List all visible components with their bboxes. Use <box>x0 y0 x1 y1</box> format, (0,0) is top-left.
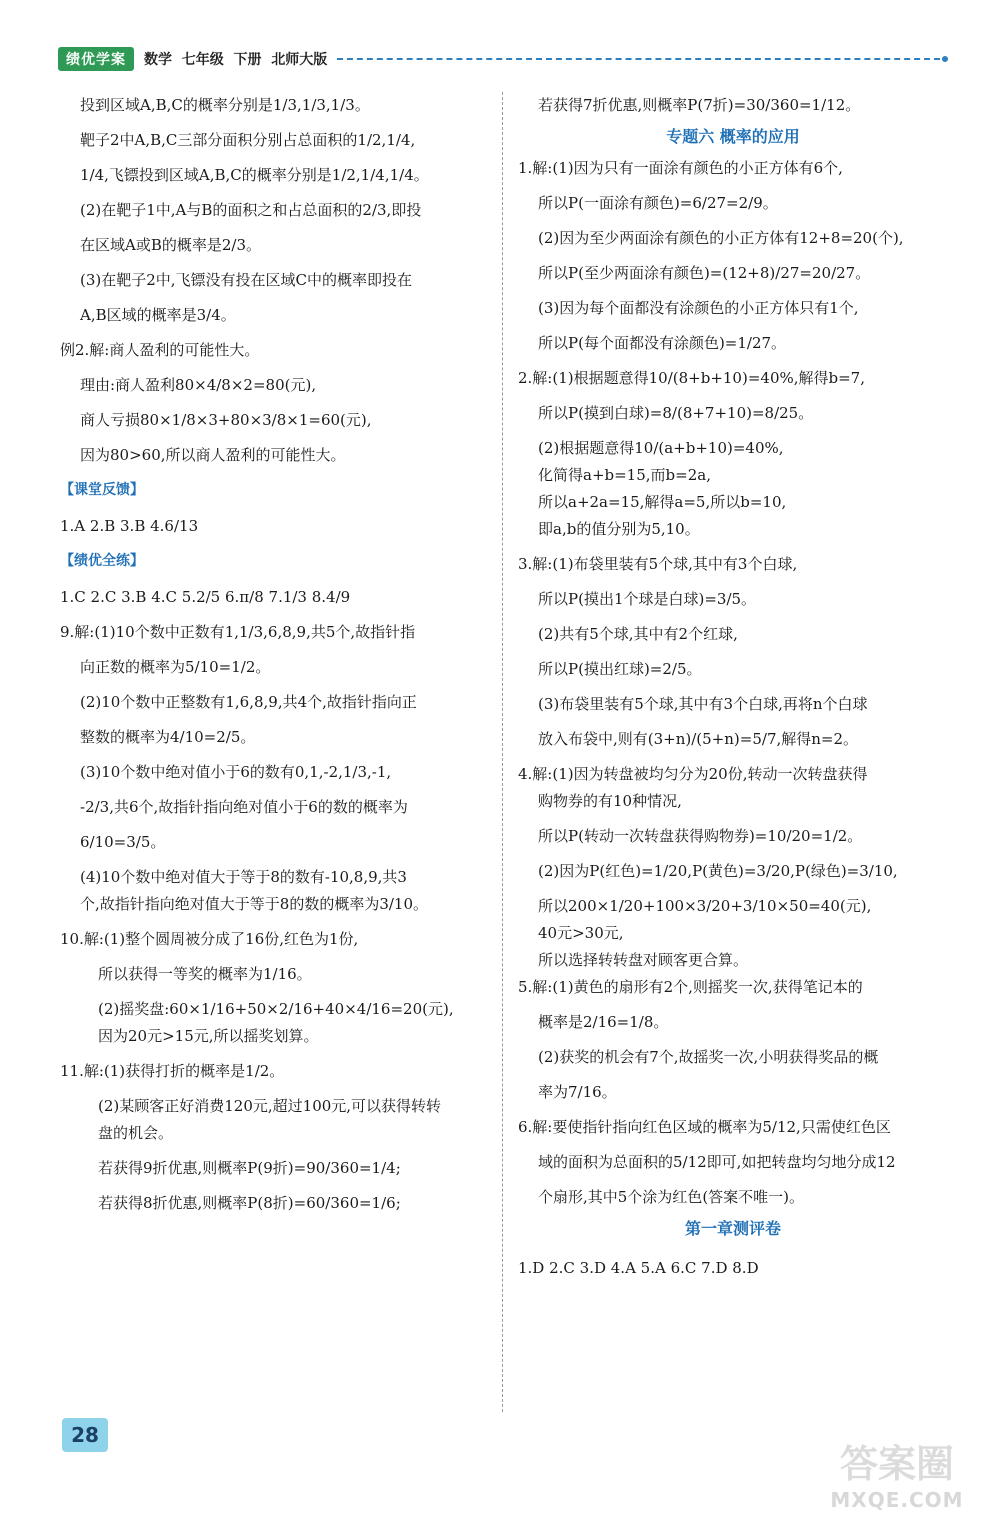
text-line: 在区域A或B的概率是2/3。 <box>80 236 261 254</box>
text-line: (2)某顾客正好消费120元,超过100元,可以获得转转 <box>98 1097 442 1115</box>
text-line: (3)10个数中绝对值小于6的数有0,1,-2,1/3,-1, <box>80 763 392 781</box>
text-line: 若获得9折优惠,则概率P(9折)=90/360=1/4; <box>98 1159 401 1177</box>
section-tag-feedback: 【课堂反馈】 <box>60 482 144 498</box>
question-line: 2.解:(1)根据题意得10/(8+b+10)=40%,解得b=7, <box>518 369 865 387</box>
text-line: 所以P(摸出1个球是白球)=3/5。 <box>538 590 757 608</box>
text-line: 所以P(摸到白球)=8/(8+7+10)=8/25。 <box>538 404 814 422</box>
text-line: (4)10个数中绝对值大于等于8的数有-10,8,9,共3 <box>80 868 407 886</box>
text-line: (2)因为P(红色)=1/20,P(黄色)=3/20,P(绿色)=3/10, <box>538 862 898 880</box>
text-line: 所以P(至少两面涂有颜色)=(12+8)/27=20/27。 <box>538 264 871 282</box>
question-line: 1.解:(1)因为只有一面涂有颜色的小正方体有6个, <box>518 159 843 177</box>
text-line: 个,故指针指向绝对值大于等于8的数的概率为3/10。 <box>80 895 428 913</box>
text-line: 因为20元>15元,所以摇奖划算。 <box>98 1027 319 1045</box>
text-line: 所以a+2a=15,解得a=5,所以b=10, <box>538 493 787 511</box>
text-line: 即a,b的值分别为5,10。 <box>538 520 700 538</box>
text-line: 化简得a+b=15,而b=2a, <box>538 466 711 484</box>
text-line: 靶子2中A,B,C三部分面积分别占总面积的1/2,1/4, <box>80 131 416 149</box>
text-line: (2)因为至少两面涂有颜色的小正方体有12+8=20(个), <box>538 229 904 247</box>
text-line: 1/4,飞镖投到区域A,B,C的概率分别是1/2,1/4,1/4。 <box>80 166 429 184</box>
text-line: 购物券的有10种情况, <box>538 792 682 810</box>
text-line: (2)在靶子1中,A与B的面积之和占总面积的2/3,即投 <box>80 201 422 219</box>
text-line: 个扇形,其中5个涂为红色(答案不唯一)。 <box>538 1188 805 1206</box>
watermark-logo <box>822 1440 972 1520</box>
answer-line: 1.C 2.C 3.B 4.C 5.2/5 6.π/8 7.1/3 8.4/9 <box>60 588 351 606</box>
text-line: 概率是2/16=1/8。 <box>538 1013 669 1031</box>
text-line: 所以P(一面涂有颜色)=6/27=2/9。 <box>538 194 778 212</box>
text-line: (3)因为每个面都没有涂颜色的小正方体只有1个, <box>538 299 859 317</box>
text-line: 所以200×1/20+100×3/20+3/10×50=40(元), <box>538 897 872 915</box>
example-heading: 例2.解:商人盈利的可能性大。 <box>60 341 260 359</box>
section-title-chapter-test: 第一章测评卷 <box>684 1219 781 1238</box>
text-line: (2)获奖的机会有7个,故摇奖一次,小明获得奖品的概 <box>538 1048 879 1066</box>
text-line: (2)根据题意得10/(a+b+10)=40%, <box>538 439 784 457</box>
text-line: (3)布袋里装有5个球,其中有3个白球,再将n个白球 <box>538 695 868 713</box>
question-line: 10.解:(1)整个圆周被分成了16份,红色为1份, <box>60 930 359 948</box>
question-line: 9.解:(1)10个数中正数有1,1/3,6,8,9,共5个,故指针指 <box>60 623 416 641</box>
answer-line: 1.D 2.C 3.D 4.A 5.A 6.C 7.D 8.D <box>518 1259 759 1277</box>
text-line: 理由:商人盈利80×4/8×2=80(元), <box>80 376 317 394</box>
header-dot-icon <box>942 56 948 62</box>
page-header <box>58 46 948 72</box>
brand-label: 绩优学案 <box>58 47 134 71</box>
question-line: 5.解:(1)黄色的扇形有2个,则摇奖一次,获得笔记本的 <box>518 978 863 996</box>
text-line: 所以P(每个面都没有涂颜色)=1/27。 <box>538 334 787 352</box>
text-line: 若获得7折优惠,则概率P(7折)=30/360=1/12。 <box>538 96 861 114</box>
column-divider <box>502 92 503 1412</box>
left-column <box>60 92 490 1217</box>
text-line: 域的面积为总面积的5/12即可,如把转盘均匀地分成12 <box>538 1153 896 1171</box>
text-line: 6/10=3/5。 <box>80 833 166 851</box>
text-line: 率为7/16。 <box>538 1083 617 1101</box>
text-line: 放入布袋中,则有(3+n)/(5+n)=5/7,解得n=2。 <box>538 730 859 748</box>
question-line: 3.解:(1)布袋里装有5个球,其中有3个白球, <box>518 555 798 573</box>
text-line: 40元>30元, <box>538 924 624 942</box>
text-line: 盘的机会。 <box>98 1124 174 1142</box>
text-line: 所以P(转动一次转盘获得购物券)=10/20=1/2。 <box>538 827 863 845</box>
text-line: 投到区域A,B,C的概率分别是1/3,1/3,1/3。 <box>80 96 370 114</box>
question-line: 4.解:(1)因为转盘被均匀分为20份,转动一次转盘获得 <box>518 765 868 783</box>
text-line: 向正数的概率为5/10=1/2。 <box>80 658 271 676</box>
watermark-main-text: 答案圈 <box>839 1442 954 1486</box>
text-line: (3)在靶子2中,飞镖没有投在区域C中的概率即投在 <box>80 271 413 289</box>
question-line: 11.解:(1)获得打折的概率是1/2。 <box>60 1062 285 1080</box>
subject-label: 数学 七年级 下册 北师大版 <box>144 52 328 68</box>
text-line: 所以P(摸出红球)=2/5。 <box>538 660 702 678</box>
page-number: 28 <box>62 1418 108 1452</box>
text-line: 整数的概率为4/10=2/5。 <box>80 728 256 746</box>
watermark-sub-text: MXQE.COM <box>830 1488 964 1512</box>
text-line: A,B区域的概率是3/4。 <box>80 306 236 324</box>
text-line: 所以获得一等奖的概率为1/16。 <box>98 965 312 983</box>
section-title-topic6: 专题六 概率的应用 <box>666 127 800 146</box>
text-line: 所以选择转转盘对顾客更合算。 <box>538 951 749 969</box>
right-column <box>518 92 948 1282</box>
header-dashed-rule <box>337 58 940 60</box>
text-line: -2/3,共6个,故指针指向绝对值小于6的数的概率为 <box>80 798 408 816</box>
text-line: (2)10个数中正整数有1,6,8,9,共4个,故指针指向正 <box>80 693 417 711</box>
text-line: 商人亏损80×1/8×3+80×3/8×1=60(元), <box>80 411 372 429</box>
text-line: 若获得8折优惠,则概率P(8折)=60/360=1/6; <box>98 1194 401 1212</box>
text-line: (2)摇奖盘:60×1/16+50×2/16+40×4/16=20(元), <box>98 1000 454 1018</box>
text-line: (2)共有5个球,其中有2个红球, <box>538 625 738 643</box>
answer-line: 1.A 2.B 3.B 4.6/13 <box>60 517 199 535</box>
question-line: 6.解:要使指针指向红色区域的概率为5/12,只需使红色区 <box>518 1118 891 1136</box>
section-tag-practice: 【绩优全练】 <box>60 553 144 569</box>
text-line: 因为80>60,所以商人盈利的可能性大。 <box>80 446 346 464</box>
